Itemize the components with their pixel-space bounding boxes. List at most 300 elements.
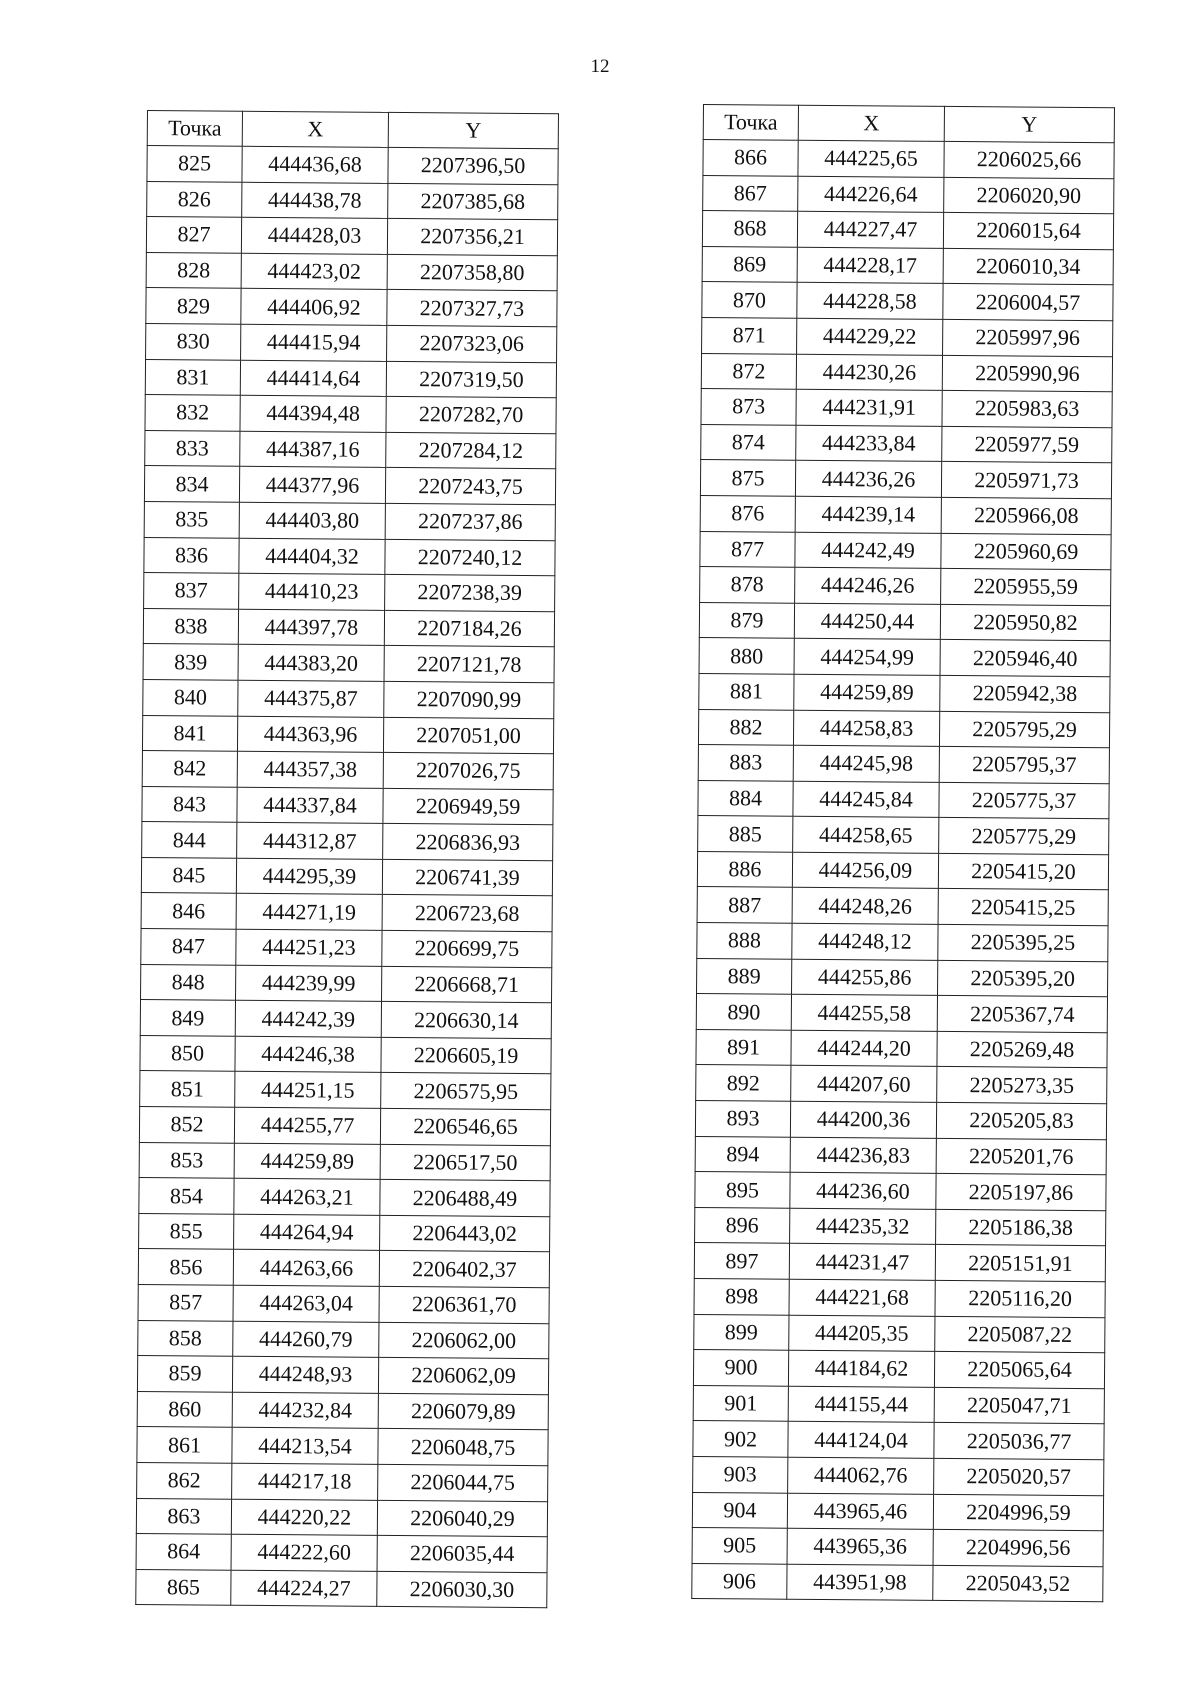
cell-point: 855: [139, 1213, 234, 1249]
coordinates-table-right: [691, 104, 1115, 1603]
cell-y: 2207240,12: [385, 539, 555, 576]
cell-y: 2205950,82: [940, 604, 1110, 641]
cell-y: 2205087,22: [935, 1316, 1105, 1353]
cell-x: 444225,65: [798, 140, 944, 177]
cell-y: 2207396,50: [388, 147, 558, 184]
cell-point: 842: [142, 751, 237, 787]
cell-point: 864: [136, 1534, 231, 1570]
table-row: [700, 495, 1111, 534]
cell-x: 444239,99: [236, 965, 382, 1002]
table-row: [139, 1178, 550, 1217]
cell-point: 851: [140, 1071, 235, 1107]
cell-point: 826: [147, 181, 242, 217]
cell-x: 444217,18: [232, 1463, 378, 1500]
table-row: [144, 537, 555, 576]
cell-y: 2206668,71: [382, 966, 552, 1003]
table-row: [695, 1136, 1106, 1175]
table-row: [146, 252, 557, 291]
cell-x: 444246,26: [795, 567, 941, 604]
cell-x: 444250,44: [794, 603, 940, 640]
cell-x: 444260,79: [233, 1321, 379, 1358]
cell-x: 444403,80: [239, 502, 385, 539]
cell-y: 2207282,70: [386, 397, 556, 434]
table-row: [146, 323, 557, 362]
cell-point: 837: [144, 573, 239, 609]
cell-point: 843: [142, 786, 237, 822]
cell-point: 903: [693, 1456, 788, 1492]
cell-y: 2206488,49: [380, 1180, 550, 1217]
cell-y: 2207385,68: [388, 183, 558, 220]
cell-y: 2207026,75: [383, 752, 553, 789]
cell-x: 444242,49: [795, 532, 941, 569]
table-row: [136, 1534, 547, 1573]
cell-x: 444263,04: [233, 1285, 379, 1322]
cell-y: 2205795,37: [939, 746, 1109, 783]
cell-y: 2205966,08: [941, 497, 1111, 534]
table-row: [140, 1000, 551, 1039]
cell-y: 2205942,38: [940, 675, 1110, 712]
table-row: [146, 288, 557, 327]
table-row: [138, 1249, 549, 1288]
table-row: [700, 531, 1111, 570]
table-row: [701, 353, 1112, 392]
cell-point: 833: [145, 430, 240, 466]
cell-x: 444207,60: [791, 1066, 937, 1103]
cell-x: 444228,17: [797, 247, 943, 284]
table-row: [699, 673, 1110, 712]
page-number: 12: [590, 56, 610, 77]
cell-point: 858: [138, 1320, 233, 1356]
table-row: [697, 851, 1108, 890]
table-row: [141, 929, 552, 968]
table-row: [142, 786, 553, 825]
cell-x: 444236,83: [790, 1137, 936, 1174]
cell-y: 2206079,89: [378, 1393, 548, 1430]
cell-y: 2207327,73: [387, 290, 557, 327]
header-y: Y: [944, 106, 1114, 142]
cell-y: 2206402,37: [379, 1251, 549, 1288]
cell-y: 2207356,21: [387, 219, 557, 256]
cell-x: 444251,15: [235, 1072, 381, 1109]
table-row: [696, 1065, 1107, 1104]
table-row: [694, 1243, 1105, 1282]
cell-point: 834: [144, 466, 239, 502]
table-row: [695, 1101, 1106, 1140]
cell-x: 444242,39: [235, 1000, 381, 1037]
table-row: [144, 466, 555, 505]
cell-point: 861: [137, 1427, 232, 1463]
table-row: [700, 460, 1111, 499]
cell-y: 2206361,70: [379, 1286, 549, 1323]
table-row: [143, 679, 554, 718]
cell-point: 877: [700, 531, 795, 567]
cell-point: 890: [696, 994, 791, 1030]
cell-point: 902: [693, 1421, 788, 1457]
cell-y: 2206723,68: [382, 895, 552, 932]
cell-point: 832: [145, 395, 240, 431]
table-row: [146, 217, 557, 256]
cell-point: 835: [144, 501, 239, 537]
cell-x: 444124,04: [788, 1422, 934, 1459]
cell-point: 850: [140, 1035, 235, 1071]
header-point: Точка: [147, 111, 242, 147]
cell-point: 852: [139, 1107, 234, 1143]
cell-point: 887: [697, 887, 792, 923]
cell-x: 444404,32: [239, 538, 385, 575]
cell-y: 2205151,91: [935, 1245, 1105, 1282]
cell-point: 892: [696, 1065, 791, 1101]
table-row: [139, 1142, 550, 1181]
cell-x: 444295,39: [236, 858, 382, 895]
table-row: [693, 1385, 1104, 1424]
cell-y: 2205395,20: [938, 960, 1108, 997]
table-row: [701, 389, 1112, 428]
table-row: [139, 1107, 550, 1146]
cell-x: 444375,87: [238, 680, 384, 717]
table-row: [693, 1350, 1104, 1389]
table-row: [698, 745, 1109, 784]
cell-y: 2205047,71: [934, 1387, 1104, 1424]
cell-x: 444231,47: [789, 1244, 935, 1281]
cell-y: 2206836,93: [383, 824, 553, 861]
cell-y: 2207358,80: [387, 254, 557, 291]
cell-x: 444263,21: [234, 1178, 380, 1215]
cell-x: 444200,36: [790, 1101, 936, 1138]
cell-x: 444383,20: [238, 645, 384, 682]
table-row: [136, 1498, 547, 1537]
cell-point: 879: [699, 602, 794, 638]
cell-y: 2205795,29: [939, 711, 1109, 748]
table-row: [703, 175, 1114, 214]
cell-y: 2207090,99: [384, 681, 554, 718]
cell-y: 2206010,34: [943, 248, 1113, 285]
cell-point: 848: [141, 964, 236, 1000]
table-row: [147, 146, 558, 185]
cell-point: 894: [695, 1136, 790, 1172]
cell-y: 2205043,52: [933, 1565, 1103, 1602]
cell-y: 2206040,29: [377, 1500, 547, 1537]
table-row: [697, 923, 1108, 962]
table-row: [702, 211, 1113, 250]
cell-y: 2206443,02: [380, 1215, 550, 1252]
cell-point: 825: [147, 146, 242, 182]
header-point: Точка: [703, 105, 798, 141]
table-row: [702, 317, 1113, 356]
cell-y: 2206741,39: [382, 859, 552, 896]
cell-x: 444248,93: [232, 1356, 378, 1393]
cell-x: 444235,32: [790, 1208, 936, 1245]
table-row: [144, 573, 555, 612]
cell-x: 444245,84: [793, 781, 939, 818]
cell-point: 827: [146, 217, 241, 253]
header-x: X: [798, 105, 944, 141]
cell-point: 889: [697, 958, 792, 994]
cell-x: 444255,58: [791, 994, 937, 1031]
cell-point: 891: [696, 1029, 791, 1065]
cell-y: 2207243,75: [385, 468, 555, 505]
cell-x: 444155,44: [788, 1386, 934, 1423]
cell-x: 444394,48: [240, 395, 386, 432]
cell-point: 872: [701, 353, 796, 389]
cell-point: 867: [703, 175, 798, 211]
cell-point: 888: [697, 923, 792, 959]
cell-x: 444231,91: [796, 389, 942, 426]
table-row: [143, 644, 554, 683]
cell-y: 2204996,59: [933, 1494, 1103, 1531]
cell-y: 2205367,74: [937, 996, 1107, 1033]
table-row: [695, 1207, 1106, 1246]
cell-point: 866: [703, 140, 798, 176]
cell-x: 444256,09: [792, 852, 938, 889]
cell-y: 2205116,20: [935, 1280, 1105, 1317]
cell-x: 444230,26: [796, 354, 942, 391]
cell-y: 2207051,00: [383, 717, 553, 754]
table-row: [700, 567, 1111, 606]
cell-x: 444248,26: [792, 888, 938, 925]
table-row: [692, 1492, 1103, 1531]
cell-y: 2205415,25: [938, 889, 1108, 926]
cell-x: 444221,68: [789, 1279, 935, 1316]
cell-point: 905: [692, 1528, 787, 1564]
cell-x: 444357,38: [237, 751, 383, 788]
coordinates-table-left: [135, 110, 559, 1609]
table-row: [138, 1284, 549, 1323]
cell-x: 444258,65: [793, 817, 939, 854]
cell-point: 870: [702, 282, 797, 318]
table-row: [142, 822, 553, 861]
table-row: [137, 1427, 548, 1466]
table-row: [696, 1029, 1107, 1068]
table-row: [702, 282, 1113, 321]
table-row: [694, 1314, 1105, 1353]
cell-point: 871: [702, 317, 797, 353]
cell-point: 847: [141, 929, 236, 965]
cell-point: 828: [146, 252, 241, 288]
cell-point: 849: [140, 1000, 235, 1036]
cell-y: 2206949,59: [383, 788, 553, 825]
cell-x: 444220,22: [231, 1499, 377, 1536]
table-row: [693, 1456, 1104, 1495]
cell-y: 2205273,35: [937, 1067, 1107, 1104]
cell-point: 869: [702, 246, 797, 282]
table-row: [697, 958, 1108, 997]
cell-point: 865: [136, 1569, 231, 1605]
cell-point: 844: [142, 822, 237, 858]
table-row: [145, 359, 556, 398]
cell-y: 2205775,29: [939, 818, 1109, 855]
cell-point: 882: [698, 709, 793, 745]
cell-y: 2206630,14: [381, 1002, 551, 1039]
cell-point: 883: [698, 745, 793, 781]
cell-y: 2205269,48: [937, 1031, 1107, 1068]
cell-point: 838: [143, 608, 238, 644]
cell-y: 2207184,26: [384, 610, 554, 647]
cell-x: 444233,84: [796, 425, 942, 462]
table-row: [703, 140, 1114, 179]
table-header-row: [147, 111, 558, 149]
cell-x: 444227,47: [797, 211, 943, 248]
cell-y: 2207284,12: [386, 432, 556, 469]
cell-x: 444239,14: [795, 496, 941, 533]
table-row: [696, 994, 1107, 1033]
cell-point: 875: [700, 460, 795, 496]
cell-x: 444236,60: [790, 1172, 936, 1209]
cell-x: 444255,77: [234, 1107, 380, 1144]
cell-x: 444259,89: [794, 674, 940, 711]
table-row: [140, 1035, 551, 1074]
cell-x: 444436,68: [242, 146, 388, 183]
cell-y: 2205205,83: [936, 1102, 1106, 1139]
table-row: [142, 751, 553, 790]
cell-x: 444232,84: [232, 1392, 378, 1429]
cell-point: 896: [695, 1207, 790, 1243]
cell-y: 2207238,39: [385, 575, 555, 612]
cell-y: 2206015,64: [943, 213, 1113, 250]
table-row: [141, 964, 552, 1003]
cell-x: 444228,58: [797, 283, 943, 320]
cell-x: 444259,89: [234, 1143, 380, 1180]
table-header-row: [703, 105, 1114, 143]
cell-point: 874: [701, 424, 796, 460]
cell-x: 444363,96: [237, 716, 383, 753]
cell-point: 876: [700, 495, 795, 531]
cell-y: 2206048,75: [378, 1429, 548, 1466]
cell-y: 2205036,77: [934, 1423, 1104, 1460]
cell-y: 2205395,25: [938, 924, 1108, 961]
cell-y: 2206062,09: [378, 1358, 548, 1395]
cell-point: 897: [694, 1243, 789, 1279]
cell-y: 2205415,20: [938, 853, 1108, 890]
table-row: [140, 1071, 551, 1110]
cell-point: 846: [141, 893, 236, 929]
table-row: [141, 893, 552, 932]
cell-point: 853: [139, 1142, 234, 1178]
table-row: [695, 1172, 1106, 1211]
cell-x: 444312,87: [237, 823, 383, 860]
table-row: [698, 780, 1109, 819]
cell-y: 2207323,06: [387, 325, 557, 362]
table-row: [137, 1391, 548, 1430]
cell-y: 2206546,65: [380, 1108, 550, 1145]
table-row: [693, 1421, 1104, 1460]
cell-x: 444229,22: [797, 318, 943, 355]
cell-point: 841: [142, 715, 237, 751]
cell-x: 444236,26: [795, 461, 941, 498]
cell-x: 444248,12: [792, 923, 938, 960]
cell-y: 2207237,86: [385, 503, 555, 540]
cell-point: 886: [697, 851, 792, 887]
cell-point: 836: [144, 537, 239, 573]
cell-x: 444387,16: [240, 431, 386, 468]
cell-x: 444397,78: [238, 609, 384, 646]
cell-point: 904: [692, 1492, 787, 1528]
cell-y: 2206030,30: [377, 1571, 547, 1608]
cell-point: 873: [701, 389, 796, 425]
cell-y: 2205020,57: [934, 1458, 1104, 1495]
cell-point: 856: [138, 1249, 233, 1285]
cell-point: 868: [702, 211, 797, 247]
cell-point: 829: [146, 288, 241, 324]
table-row: [137, 1356, 548, 1395]
table-row: [145, 395, 556, 434]
cell-point: 895: [695, 1172, 790, 1208]
cell-y: 2205065,64: [934, 1352, 1104, 1389]
cell-point: 831: [145, 359, 240, 395]
cell-x: 444245,98: [793, 745, 939, 782]
cell-y: 2204996,56: [933, 1530, 1103, 1567]
table-body-left: [136, 146, 558, 1609]
cell-point: 830: [146, 323, 241, 359]
cell-y: 2205990,96: [942, 355, 1112, 392]
table-row: [141, 857, 552, 896]
cell-x: 443951,98: [787, 1564, 933, 1601]
cell-x: 444406,92: [241, 289, 387, 326]
table-row: [137, 1462, 548, 1501]
table-row: [699, 638, 1110, 677]
table-row: [139, 1213, 550, 1252]
cell-x: 444184,62: [788, 1350, 934, 1387]
cell-point: 845: [141, 857, 236, 893]
cell-point: 862: [137, 1462, 232, 1498]
cell-y: 2205197,86: [936, 1174, 1106, 1211]
table-row: [136, 1569, 547, 1608]
cell-y: 2206004,57: [943, 284, 1113, 321]
table-row: [144, 501, 555, 540]
cell-x: 444410,23: [239, 573, 385, 610]
cell-y: 2206020,90: [944, 177, 1114, 214]
cell-y: 2206575,95: [381, 1073, 551, 1110]
cell-x: 444226,64: [798, 176, 944, 213]
header-x: X: [242, 111, 388, 147]
cell-y: 2206035,44: [377, 1536, 547, 1573]
table-row: [697, 887, 1108, 926]
cell-x: 444254,99: [794, 639, 940, 676]
cell-point: 906: [692, 1563, 787, 1599]
cell-point: 863: [136, 1498, 231, 1534]
table-row: [698, 816, 1109, 855]
cell-x: 444224,27: [231, 1570, 377, 1607]
cell-y: 2205955,59: [941, 569, 1111, 606]
cell-point: 839: [143, 644, 238, 680]
cell-x: 444062,76: [788, 1457, 934, 1494]
cell-x: 444428,03: [241, 217, 387, 254]
table-row: [698, 709, 1109, 748]
cell-point: 901: [693, 1385, 788, 1421]
cell-point: 857: [138, 1284, 233, 1320]
cell-point: 854: [139, 1178, 234, 1214]
cell-x: 444205,35: [789, 1315, 935, 1352]
cell-x: 444264,94: [234, 1214, 380, 1251]
cell-x: 444255,86: [792, 959, 938, 996]
cell-point: 860: [137, 1391, 232, 1427]
cell-point: 840: [143, 679, 238, 715]
cell-point: 880: [699, 638, 794, 674]
cell-x: 444244,20: [791, 1030, 937, 1067]
cell-y: 2206699,75: [382, 930, 552, 967]
cell-x: 444251,23: [236, 929, 382, 966]
header-y: Y: [388, 112, 558, 148]
cell-point: 878: [700, 567, 795, 603]
cell-y: 2205977,59: [942, 426, 1112, 463]
cell-x: 444258,83: [793, 710, 939, 747]
cell-point: 885: [698, 816, 793, 852]
cell-x: 444246,38: [235, 1036, 381, 1073]
cell-point: 859: [137, 1356, 232, 1392]
cell-y: 2205997,96: [943, 319, 1113, 356]
cell-x: 443965,36: [787, 1528, 933, 1565]
cell-y: 2207121,78: [384, 646, 554, 683]
cell-y: 2206025,66: [944, 141, 1114, 178]
